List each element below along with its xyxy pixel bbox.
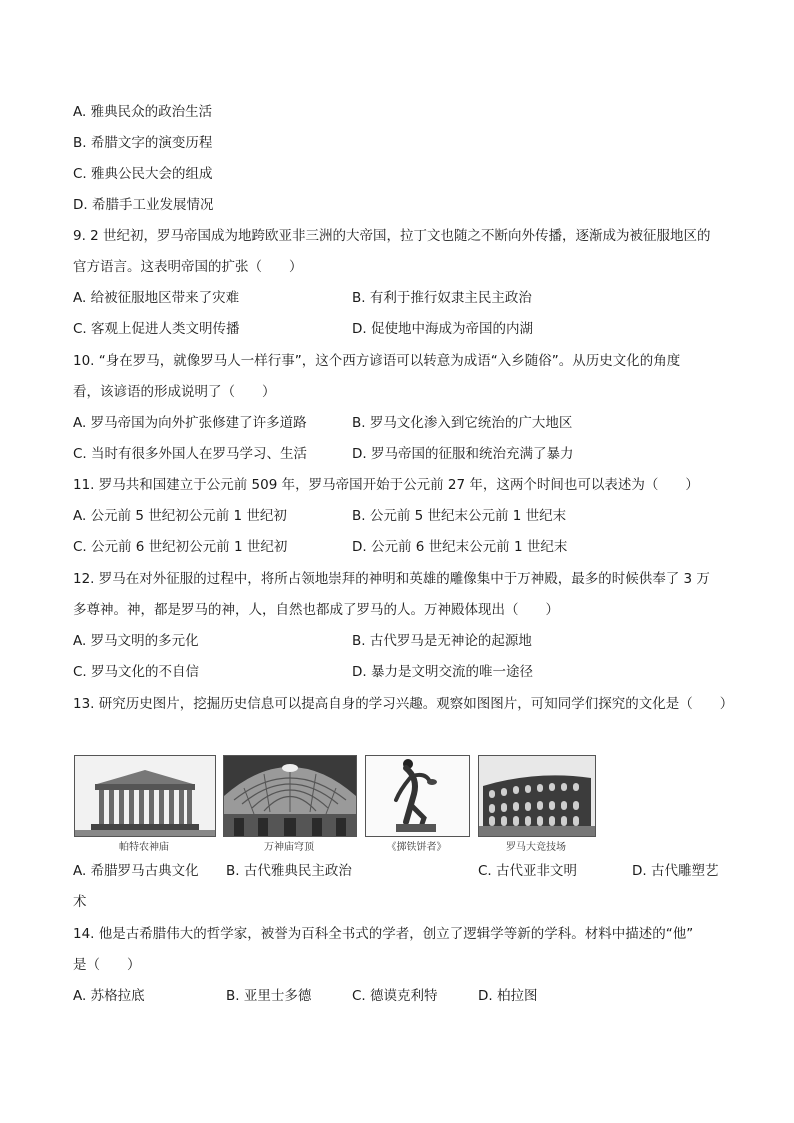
q12-option-d: D. 暴力是文明交流的唯一途径: [352, 664, 533, 680]
q13-option-d: D. 古代雕塑艺: [632, 863, 719, 879]
q13-option-b: B. 古代雅典民主政治: [226, 863, 352, 879]
q14-option-c: C. 德谟克利特: [352, 988, 438, 1004]
q8-option-d: D. 希腊手工业发展情况: [73, 197, 214, 213]
parthenon-image: [74, 755, 216, 837]
caption-colosseum: 罗马大竞技场: [506, 842, 566, 853]
q10-option-d: D. 罗马帝国的征服和统治充满了暴力: [352, 446, 574, 462]
q13-option-d-wrap: 术: [73, 894, 87, 910]
pantheon-dome-image: [223, 755, 357, 837]
q12-option-c: C. 罗马文化的不自信: [73, 664, 200, 680]
q10-stem: 10. “身在罗马，就像罗马人一样行事”，这个西方谚语可以转意为成语“入乡随俗”。从历史文化的角度: [73, 353, 681, 369]
q14-stem-cont: 是（ ）: [73, 957, 141, 973]
q8-option-c: C. 雅典公民大会的组成: [73, 166, 213, 182]
q10-stem-cont: 看，该谚语的形成说明了（ ）: [73, 384, 276, 400]
q9-option-b: B. 有利于推行奴隶主民主政治: [352, 290, 532, 306]
q13-option-c: C. 古代亚非文明: [478, 863, 578, 879]
q14-option-d: D. 柏拉图: [478, 988, 538, 1004]
q14-option-b: B. 亚里士多德: [226, 988, 312, 1004]
q11-option-d: D. 公元前 6 世纪末公元前 1 世纪末: [352, 539, 568, 555]
caption-pantheon-dome: 万神庙穹顶: [264, 842, 314, 853]
discobolus-image: [365, 755, 470, 837]
q9-option-a: A. 给被征服地区带来了灾难: [73, 290, 240, 306]
q8-option-b: B. 希腊文字的演变历程: [73, 135, 213, 151]
q11-option-a: A. 公元前 5 世纪初公元前 1 世纪初: [73, 508, 287, 524]
q9-option-c: C. 客观上促进人类文明传播: [73, 321, 240, 337]
q12-option-a: A. 罗马文明的多元化: [73, 633, 199, 649]
q9-option-d: D. 促使地中海成为帝国的内湖: [352, 321, 533, 337]
q12-option-b: B. 古代罗马是无神论的起源地: [352, 633, 532, 649]
q9-stem: 9. 2 世纪初，罗马帝国成为地跨欧亚非三洲的大帝国，拉丁文也随之不断向外传播，逐渐成为被征服地区的: [73, 228, 711, 244]
q8-option-a: A. 雅典民众的政治生活: [73, 104, 213, 120]
q11-option-c: C. 公元前 6 世纪初公元前 1 世纪初: [73, 539, 288, 555]
q11-option-b: B. 公元前 5 世纪末公元前 1 世纪末: [352, 508, 567, 524]
q12-stem: 12. 罗马在对外征服的过程中，将所占领地崇拜的神明和英雄的雕像集中于万神殿，最多的时候供奉了 3 万: [73, 571, 710, 587]
colosseum-image: [478, 755, 596, 837]
q11-stem: 11. 罗马共和国建立于公元前 509 年，罗马帝国开始于公元前 27 年，这两个时间也可以表述为（ ）: [73, 477, 699, 493]
q10-option-b: B. 罗马文化渗入到它统治的广大地区: [352, 415, 573, 431]
q13-option-a: A. 希腊罗马古典文化: [73, 863, 199, 879]
q9-stem-cont: 官方语言。这表明帝国的扩张（ ）: [73, 259, 303, 275]
caption-discobolus: 《掷铁饼者》: [386, 842, 447, 853]
q14-option-a: A. 苏格拉底: [73, 988, 145, 1004]
q14-stem: 14. 他是古希腊伟大的哲学家，被誉为百科全书式的学者，创立了逻辑学等新的学科。材料中描述的“他”: [73, 926, 694, 942]
q10-option-c: C. 当时有很多外国人在罗马学习、生活: [73, 446, 308, 462]
q12-stem-cont: 多尊神。神，都是罗马的神，人，自然也都成了罗马的人。万神殿体现出（ ）: [73, 602, 559, 618]
caption-parthenon: 帕特农神庙: [119, 842, 169, 853]
q13-stem: 13. 研究历史图片，挖掘历史信息可以提高自身的学习兴趣。观察如图图片，可知同学们探究的文化是（ ）: [73, 696, 734, 712]
q10-option-a: A. 罗马帝国为向外扩张修建了许多道路: [73, 415, 307, 431]
